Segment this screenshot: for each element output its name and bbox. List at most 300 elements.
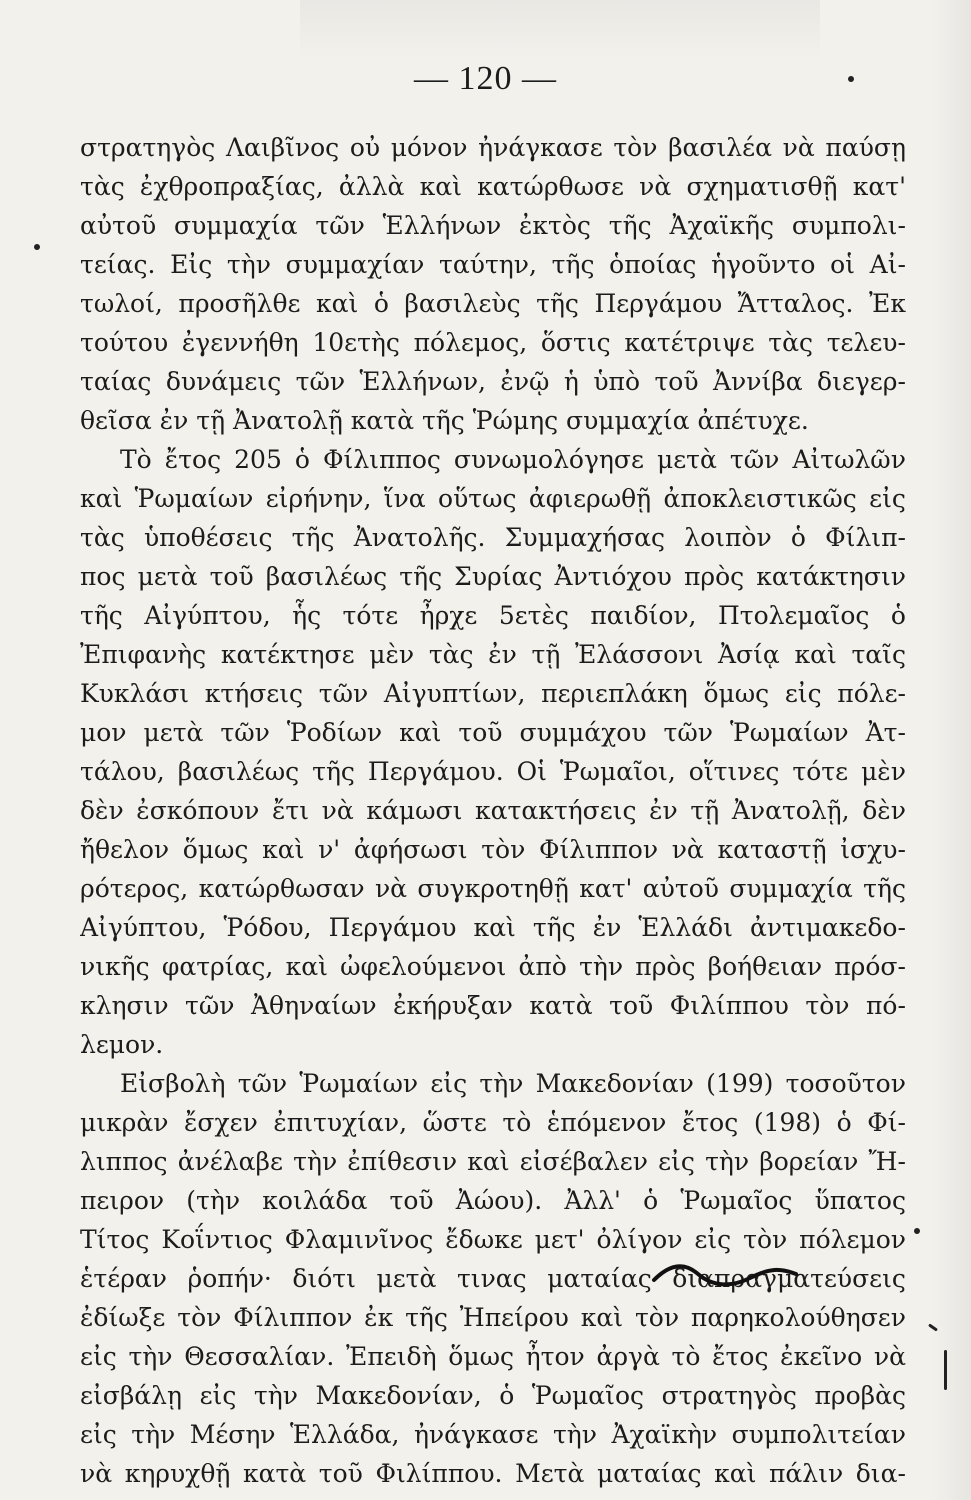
word: ὁ — [890, 601, 906, 630]
text-line — [80, 557, 906, 596]
text-line — [80, 674, 906, 713]
word: καταστῇ — [717, 835, 827, 864]
word: ἀπὸ — [518, 952, 567, 981]
word: περιεπλάκη — [541, 679, 688, 708]
text-line-content: θεῖσα ἐν τῇ Ἀνατολῇ κατὰ τῆς Ῥώμης συμμαχία ἀπέτυχε. — [80, 406, 809, 435]
word: τελευ- — [826, 328, 906, 357]
word: Ῥωμαίων — [299, 1069, 419, 1098]
text-line — [80, 1142, 906, 1181]
word: τὸ — [671, 1342, 701, 1371]
text-line — [80, 479, 906, 518]
word: Εἰς — [170, 250, 213, 279]
word: Ῥοδίων — [286, 718, 383, 747]
word: ἐπιτυχίαν, — [273, 1108, 408, 1137]
word: τὰς — [768, 328, 813, 357]
word: τοῦ — [389, 1186, 434, 1215]
word: Ἀνατολῇ, — [731, 796, 850, 825]
text-line — [80, 986, 906, 1025]
text-line — [80, 440, 906, 479]
text-line — [80, 596, 906, 635]
word: ὁ — [643, 1186, 659, 1215]
text-line — [80, 128, 906, 167]
word: Φίλιππον — [233, 1303, 353, 1332]
word: Θεσσαλίαν. — [184, 1342, 335, 1371]
text-line — [80, 1337, 906, 1376]
word: ὑποθέσεις — [143, 523, 273, 552]
word: κοιλάδα — [262, 1186, 368, 1215]
word: εἰς — [80, 1342, 117, 1371]
word: τὸν — [634, 1303, 680, 1332]
word: ἀφιερωθῇ — [528, 484, 652, 513]
word: αὐτοῦ — [642, 874, 719, 903]
word: Φίλιππος — [323, 445, 441, 474]
word: τῶν — [220, 718, 270, 747]
word: βορείαν — [759, 1147, 859, 1176]
word: τοῦ — [654, 367, 699, 396]
word: βασιλέα — [668, 133, 772, 162]
text-line — [80, 908, 906, 947]
word: Ἑλλάδα, — [289, 1420, 400, 1449]
word: δια- — [855, 1459, 906, 1488]
word: Συρίας — [454, 562, 543, 591]
word: κατὰ — [529, 991, 593, 1020]
word: μετ' — [534, 1225, 585, 1254]
word: ἔτι — [271, 796, 310, 825]
word: ἀργὰ — [596, 1342, 660, 1371]
text-line — [80, 518, 906, 557]
word: μὲν — [369, 640, 415, 669]
word: ἀνέλαβε — [177, 1147, 283, 1176]
word: Ἠπείρου — [459, 1303, 569, 1332]
word: αὐτοῦ — [80, 211, 157, 240]
word: σχηματισθῇ — [686, 172, 838, 201]
word: καὶ — [315, 289, 359, 318]
word: τῇ — [531, 640, 561, 669]
word: διότι — [292, 1264, 356, 1293]
word: κατὰ — [242, 1459, 307, 1488]
word: μὲν — [861, 757, 906, 786]
word: εἰς — [199, 1381, 237, 1410]
word: τῆς — [608, 211, 652, 240]
word: πάλιν — [768, 1459, 844, 1488]
word: συμμαχία — [729, 874, 853, 903]
word: τὰς — [80, 523, 125, 552]
word: Μακεδονίαν — [535, 1069, 694, 1098]
word: τοῦ — [318, 1459, 363, 1488]
word: τῶν — [663, 718, 713, 747]
word: Φιλίππου. — [375, 1459, 503, 1488]
text-line — [80, 1298, 906, 1337]
word: Ἀθηναίων — [251, 991, 377, 1020]
word: Φί- — [867, 1108, 906, 1137]
word: Φιλίππου — [669, 991, 789, 1020]
word: (198) — [753, 1108, 822, 1137]
ink-speck — [34, 244, 40, 250]
word: ἑπόμενον — [546, 1108, 667, 1137]
word: Ἐπειδὴ — [346, 1342, 437, 1371]
word: διαπραγματεύσεις — [672, 1264, 906, 1293]
word: Ῥωμαῖοι, — [559, 757, 676, 786]
word: τωλοί, — [80, 289, 163, 318]
word: ῥοπήν· — [187, 1264, 272, 1293]
word: ἧς — [292, 601, 322, 630]
word: εἰσέβαλεν — [519, 1147, 648, 1176]
word: ἤθελον — [80, 835, 170, 864]
word: ἐκτὸς — [519, 211, 591, 240]
word: κατακτήσεις — [475, 796, 637, 825]
word: ἐσκόπουν — [136, 796, 260, 825]
word: ματαίας — [596, 1459, 702, 1488]
word: Τίτος — [80, 1225, 150, 1254]
word: καὶ — [285, 952, 328, 981]
word: Αἰγύπτου, — [144, 601, 271, 630]
word: τὸν — [481, 835, 526, 864]
word: νὰ — [671, 835, 704, 864]
word: μον — [80, 718, 127, 747]
word: συγκροτηθῇ — [417, 874, 569, 903]
word: κατέκτησε — [220, 640, 355, 669]
word: ἀντιμακεδο- — [749, 913, 906, 942]
text-line — [80, 206, 906, 245]
text-line — [80, 362, 906, 401]
word: Περγάμου. — [367, 757, 504, 786]
word: εἰρήνην, — [265, 484, 372, 513]
word: καὶ — [467, 1147, 510, 1176]
word: τὴν — [552, 1420, 597, 1449]
word: τὴν — [293, 1147, 338, 1176]
word: ἐνῷ — [500, 367, 550, 396]
word: Τὸ — [120, 445, 152, 474]
word: (199) — [706, 1069, 774, 1098]
word: ἔτος — [712, 1342, 769, 1371]
word: ἔδωκε — [445, 1225, 523, 1254]
word: πρὸς — [635, 952, 696, 981]
word: τὴν — [131, 1420, 176, 1449]
word: ἀφήσωσι — [353, 835, 468, 864]
word: παιδίον, — [590, 601, 697, 630]
word: πρὸς — [683, 562, 745, 591]
word: Ἀτ- — [865, 718, 906, 747]
word: ἐκήρυξαν — [393, 991, 513, 1020]
word: 10ετὴς — [312, 328, 400, 357]
word: τὴν — [479, 1069, 524, 1098]
word: ὁ — [373, 289, 389, 318]
word: τῶν — [318, 679, 369, 708]
word: τῆς — [291, 523, 335, 552]
word: βοήθειαν — [707, 952, 823, 981]
word: ματαίας — [547, 1264, 652, 1293]
word: ἐν — [649, 796, 678, 825]
word: μετὰ — [656, 445, 717, 474]
word: Φίλιππον — [538, 835, 659, 864]
word: Μακεδονίαν, — [315, 1381, 482, 1410]
word: Ἑλλάδι — [638, 913, 733, 942]
word: καὶ — [262, 835, 305, 864]
word: μόνον — [390, 133, 468, 162]
word: συμμάχου — [519, 718, 647, 747]
word: ἡγοῦντο — [711, 250, 816, 279]
page-edge-shadow — [931, 0, 971, 1500]
text-line — [80, 713, 906, 752]
word: τὸν — [613, 133, 658, 162]
word: καὶ — [473, 913, 516, 942]
word: ἵνα — [383, 484, 426, 513]
word: τῆς — [80, 601, 123, 630]
text-line — [80, 1064, 906, 1103]
word: ἐγεννήθη — [181, 328, 299, 357]
word: ἐδίωξε — [80, 1303, 166, 1332]
word: δὲν — [80, 796, 124, 825]
word: Ἤ- — [868, 1147, 906, 1176]
word: ὀλίγον — [596, 1225, 683, 1254]
word: Ἑλλήνων, — [359, 367, 486, 396]
word: τοῦ — [209, 562, 254, 591]
word: ὅμως — [182, 835, 249, 864]
page-number: — 120 — — [414, 60, 557, 97]
word: 5ετὲς — [498, 601, 569, 630]
word: ἔτος — [164, 445, 222, 474]
word: οἱ — [830, 250, 855, 279]
text-line — [80, 830, 906, 869]
word: τοσοῦτον — [785, 1069, 906, 1098]
word: ὁ — [790, 523, 806, 552]
word: φατρίας, — [161, 952, 274, 981]
word: εἰς — [430, 1069, 468, 1098]
word: Ἀλλ' — [564, 1186, 621, 1215]
word: μικρὰν — [80, 1108, 169, 1137]
text-line — [80, 947, 906, 986]
ink-speck — [944, 1350, 947, 1390]
word: νὰ — [873, 1342, 906, 1371]
word: Ῥόδου, — [223, 913, 312, 942]
word: στρατηγὸς — [80, 133, 216, 162]
word: ὅμως — [448, 1342, 514, 1371]
word: Συμμαχήσας — [504, 523, 666, 552]
word: ρότερος, — [80, 874, 189, 903]
word: Ἀχαϊκὴν — [611, 1420, 718, 1449]
text-line — [80, 1103, 906, 1142]
text-line — [80, 167, 906, 206]
word: ταύτην, — [439, 250, 537, 279]
word: νὰ — [80, 1459, 113, 1488]
word: ὁ — [836, 1108, 852, 1137]
word: Ἐκ — [869, 289, 906, 318]
text-line — [80, 869, 906, 908]
word: ὑπὸ — [593, 367, 640, 396]
word: τῆς — [863, 874, 906, 903]
word: τῶν — [185, 991, 235, 1020]
word: (τὴν — [186, 1186, 241, 1215]
word: ν' — [318, 835, 341, 864]
word: Ἀσίᾳ — [717, 640, 780, 669]
word: Αἰτωλῶν — [792, 445, 906, 474]
word: κατ' — [579, 874, 633, 903]
word: ἐπίθεσιν — [347, 1147, 458, 1176]
word: συνωμολόγησε — [453, 445, 644, 474]
word: Φίλιπ- — [825, 523, 906, 552]
word: συμπολι- — [791, 211, 906, 240]
word: νὰ — [782, 133, 815, 162]
word: Ἀνατολῆς. — [353, 523, 486, 552]
word: τοῦ — [458, 718, 503, 747]
word: τὴν — [705, 1147, 750, 1176]
text-line — [80, 1025, 906, 1064]
word: Ῥωμαῖος — [680, 1186, 793, 1215]
word: τινας — [456, 1264, 527, 1293]
word: Κυκλάσι — [80, 679, 190, 708]
word: τῆς — [536, 289, 579, 318]
word: εἰσβάλῃ — [80, 1381, 182, 1410]
word: νὰ — [321, 796, 354, 825]
word: Πτολεμαῖος — [717, 601, 870, 630]
word: βασιλεὺς — [404, 289, 521, 318]
word: μετὰ — [137, 562, 198, 591]
word: ἰσχυ- — [840, 835, 906, 864]
word: Περγάμου — [328, 913, 457, 942]
word: τῆς — [399, 562, 443, 591]
word: πόλε- — [837, 679, 906, 708]
word: ὕπατος — [814, 1186, 906, 1215]
word: Ῥωμαίων — [729, 718, 849, 747]
word: τὴν — [579, 952, 624, 981]
word: καὶ — [714, 1459, 757, 1488]
word: οὐ — [349, 133, 381, 162]
word: ὅμως — [703, 679, 770, 708]
text-line — [80, 323, 906, 362]
word: δὲν — [862, 796, 906, 825]
word: τούτου — [80, 328, 169, 357]
word: προβὰς — [814, 1381, 906, 1410]
text-line — [80, 752, 906, 791]
word: τὴν — [128, 1342, 173, 1371]
word: βασιλέως — [265, 562, 388, 591]
word: τὴν — [253, 1381, 298, 1410]
word: Ἐλάσσονι — [575, 640, 704, 669]
word: προσῆλθε — [178, 289, 301, 318]
word: κάμωσι — [366, 796, 463, 825]
word: ταῖς — [851, 640, 906, 669]
word: ἠνάγκασε — [413, 1420, 539, 1449]
word: ἔτος — [681, 1108, 739, 1137]
text-line-content: λεμον. — [80, 1030, 164, 1059]
word: πόλεμον — [799, 1225, 906, 1254]
word: καὶ — [80, 484, 123, 513]
word: στρατηγὸς — [661, 1381, 797, 1410]
word: παρηκολούθησεν — [690, 1303, 906, 1332]
word: κλησιν — [80, 991, 169, 1020]
word: πος — [80, 562, 126, 591]
word: τῶν — [237, 1069, 288, 1098]
word: εἰς — [784, 679, 822, 708]
handwritten-strike-mark — [650, 1258, 800, 1294]
word: ἀλλὰ — [338, 172, 405, 201]
word: τῶν — [315, 211, 365, 240]
word: ἠνάγκασε — [478, 133, 603, 162]
word: νικῆς — [80, 952, 150, 981]
word: Λαιβῖνος — [225, 133, 340, 162]
word: Αἰγύπτου, — [80, 913, 207, 942]
word: πόλεμος, — [413, 328, 528, 357]
ink-speck — [914, 1228, 920, 1234]
word: πό- — [866, 991, 906, 1020]
word: Ἀντιόχου — [554, 562, 672, 591]
word: ὁποίας — [609, 250, 697, 279]
word: οἵτινες — [688, 757, 780, 786]
bleed-through-shadow — [300, 0, 820, 60]
word: ἐχθροπραξίας, — [139, 172, 324, 201]
word: τάλου, — [80, 757, 165, 786]
word: τῆς — [532, 913, 576, 942]
word: κατ' — [852, 172, 906, 201]
word: τὸν — [177, 1303, 222, 1332]
word: καὶ — [580, 1303, 624, 1332]
word: ὅστις — [540, 328, 611, 357]
word: κατέτριψε — [624, 328, 755, 357]
word: Ἐπιφανὴς — [80, 640, 207, 669]
word: πειρον — [80, 1186, 165, 1215]
word: τὰς — [428, 640, 474, 669]
word: δυνάμεις — [165, 367, 282, 396]
word: τότε — [342, 601, 399, 630]
word: Ῥωμαῖος — [531, 1381, 645, 1410]
word: ὁ — [294, 445, 310, 474]
word: συμπολιτείαν — [731, 1420, 906, 1449]
word: ἡ — [563, 367, 579, 396]
word: κατώρθωσαν — [198, 874, 365, 903]
word: ὠφελούμενοι — [340, 952, 507, 981]
word: Ἄτταλος. — [737, 289, 854, 318]
word: τείας. — [80, 250, 156, 279]
word: Εἰσβολὴ — [120, 1069, 226, 1098]
word: ὥστε — [422, 1108, 487, 1137]
word: τῆς — [405, 1303, 448, 1332]
word: κτήσεις — [204, 679, 304, 708]
word: μετὰ — [143, 718, 204, 747]
word: Ἑλλήνων — [382, 211, 502, 240]
word: ἐν — [592, 913, 622, 942]
word: τῇ — [690, 796, 720, 825]
word: νὰ — [639, 172, 672, 201]
text-line — [80, 401, 906, 440]
word: Μετὰ — [515, 1459, 585, 1488]
word: Ἀχαϊκῆς — [669, 211, 774, 240]
text-line — [80, 635, 906, 674]
ink-speck — [848, 76, 854, 82]
word: ὁ — [499, 1381, 515, 1410]
word: κατάκτησιν — [756, 562, 906, 591]
text-line — [80, 245, 906, 284]
word: ἐκ — [364, 1303, 394, 1332]
word: ἀποκλειστικῶς — [663, 484, 857, 513]
word: συμμαχίαν — [285, 250, 425, 279]
word: Ἀώου). — [455, 1186, 543, 1215]
word: Κοΐντιος — [161, 1225, 273, 1254]
word: ἐκεῖνο — [780, 1342, 863, 1371]
word: καὶ — [419, 172, 462, 201]
word: τῆς — [551, 250, 595, 279]
word: Φλαμινῖνος — [284, 1225, 434, 1254]
word: 205 — [234, 445, 282, 474]
word: εἰς — [658, 1147, 695, 1176]
word: τῶν — [295, 367, 346, 396]
word: τοῦ — [609, 991, 654, 1020]
text-line — [80, 1181, 906, 1220]
word: νὰ — [374, 874, 408, 903]
word: Αἰ- — [869, 250, 906, 279]
word: διεγερ- — [817, 367, 906, 396]
word: τῶν — [729, 445, 780, 474]
text-line — [80, 284, 906, 323]
